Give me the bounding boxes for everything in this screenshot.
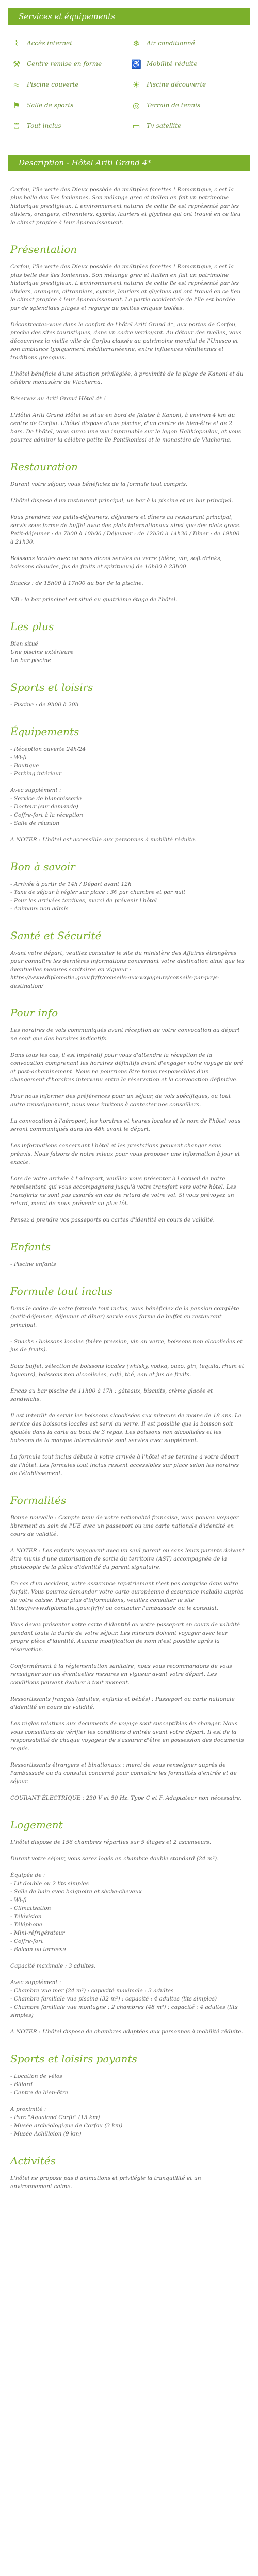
service-item — [9, 33, 129, 54]
list-item: - Balcon ou terrasse — [10, 1946, 66, 1953]
service-item — [129, 95, 249, 115]
list-item: - Chambre vue mer (24 m²) : capacité maximale : 3 adultes — [10, 1988, 174, 1994]
list-item: - Billard — [10, 2081, 33, 2088]
paragraph: Corfou, l'île verte des Dieux possède de multiples facettes ! Romantique, c'est la plus belle des îles Ioniennes. Son mélange grec et italien en fait un patrimoine historique prestigieux. L'environnement naturel de cette île est représenté par les oliviers, orangers, citronniers, cyprès, lauriers et glycines qui ont trouvé en ce lieu le climat propice à leur épanouissement. La partie occidentale de l'île est bordée par de splendides plages et regorge de petites criques isolées. — [10, 264, 241, 311]
paragraph: Ressortissants français (adultes, enfants et bébés) : Passeport ou carte nationale d'identité en cours de validité. — [10, 1696, 235, 1710]
list-item: - Wi-fi — [10, 754, 27, 760]
list-item: - Lit double ou 2 lits simples — [10, 1880, 89, 1887]
list-item: Bien situé — [10, 641, 38, 647]
text-list — [10, 786, 245, 827]
text-list — [10, 2105, 245, 2138]
section-heading: Formule tout inclus — [10, 1285, 113, 1297]
section-heading: Activités — [10, 2155, 56, 2167]
service-item — [129, 115, 249, 136]
paragraph: Sous buffet, sélection de boissons locales (whisky, vodka, ouzo, gin, tequila, rhum et liqueurs), boissons non alcoolisées, café, thé, eau et jus de fruits. — [10, 1363, 244, 1378]
text-list — [10, 745, 245, 778]
service-label: Piscine découverte — [147, 81, 206, 88]
list-item: Une piscine extérieure — [10, 649, 74, 655]
list-item: - Arrivée à partir de 14h / Départ avant 12h — [10, 881, 132, 887]
paragraph: Avant votre départ, veuillez consulter le site du ministère des Affaires étrangères pour connaître les dernières informations concernant votre destination ainsi que les éventuelles mesures sanitaires en vigueur : https://www.diplomatie.gouv.fr/fr/conseils-aux-voyageurs/conseils-par-pays-destination/ — [10, 950, 245, 989]
paragraph: A NOTER : Les enfants voyageant avec un seul parent ou sans leurs parents doivent être munis d'une autorisation de sortie du territoire (AST) accompagnée de la photocopie de la pièce d'identité du parent signataire. — [10, 1548, 245, 1570]
service-label: Centre remise en forme — [27, 60, 102, 67]
paragraph: Réservez au Ariti Grand Hôtel 4* ! — [10, 396, 106, 402]
list-item: - Climatisation — [10, 1905, 51, 1911]
list-item: - Chambre familiale vue piscine (32 m²) : capacité : 4 adultes (lits simples) — [10, 1996, 217, 2002]
paragraph: La convocation à l'aéroport, les horaires et heures locales et le nom de l'hôtel vous seront communiqués dans les 48h avant le départ. — [10, 1118, 241, 1132]
pool-icon: ≈ — [13, 79, 20, 90]
paragraph: COURANT ÉLECTRIQUE : 230 V et 50 Hz. Type C et F. Adaptateur non nécessaire. — [10, 1795, 242, 1801]
paragraph: La formule tout inclus débute à votre arrivée à l'hôtel et se termine à votre départ de l'hôtel. Les formules tout inclus restent accessibles sur place selon les horaires de l'établissement. — [10, 1454, 239, 1477]
service-label: Accès internet — [27, 40, 73, 47]
service-label: Air conditionné — [147, 40, 195, 47]
list-item: - Chambre familiale vue montagne : 2 chambres (48 m²) : capacité : 4 adultes (lits simples) — [10, 2004, 238, 2019]
list-item: - Animaux non admis — [10, 906, 69, 912]
service-item — [9, 54, 129, 74]
list-item: - Service de blanchisserie — [10, 795, 82, 802]
paragraph: Vous devez présenter votre carte d'identité ou votre passeport en cours de validité pendant toute la durée de votre séjour. Les mineurs doivent voyager avec leur propre pièce d'identité. Aucune modification de nom n'est possible après la réservation. — [10, 1622, 240, 1653]
paragraph: Capacité maximale : 3 adultes. — [10, 1963, 96, 1969]
service-label: Tv satellite — [147, 122, 182, 129]
section-heading: Les plus — [10, 620, 54, 633]
tv-icon: ▭ — [132, 121, 140, 131]
running-icon: ⚑ — [12, 100, 21, 110]
list-item: Un bar piscine — [10, 657, 51, 664]
dumbbell-icon: ⚒ — [12, 59, 21, 69]
list-item: - Parking intérieur — [10, 771, 62, 777]
paragraph: Décontractez-vous dans le confort de l'hôtel Ariti Grand 4*, aux portes de Corfou, proche des sites touristiques, dans un cadre verdoyant. Au détour des ruelles, vous découvrirez la vieille ville de Corfou classée au patrimoine mondial de l'Unesco et son ambiance typiquement méditerranéenne, entre influences vénitiennes et traditions grecques. — [10, 321, 242, 361]
service-label: Terrain de tennis — [147, 101, 201, 109]
list-item: - Musée Achilleion (9 km) — [10, 2131, 82, 2137]
service-item — [9, 115, 129, 136]
text-list — [10, 1260, 245, 1268]
text-list — [10, 2072, 245, 2097]
list-item: Avec supplément : — [10, 1979, 61, 1986]
paragraph: L'hôtel bénéficie d'une situation privilégiée, à proximité de la plage de Kanoni et du célèbre monastère de Vlacherna. — [10, 371, 244, 385]
list-item: - Coffre-fort — [10, 1938, 43, 1944]
text-list — [10, 1978, 245, 2020]
list-item: - Piscine enfants — [10, 1261, 56, 1267]
service-label: Mobilité réduite — [147, 60, 198, 67]
section-heading: Sports et loisirs payants — [10, 2053, 137, 2065]
text-list — [10, 1871, 245, 1954]
list-item: A proximité : — [10, 2106, 46, 2112]
section-heading: Bon à savoir — [10, 860, 75, 873]
snowflake-icon: ❄ — [133, 38, 140, 48]
section-heading: Logement — [10, 1819, 63, 1831]
list-item: - Boutique — [10, 762, 39, 769]
paragraph: Corfou, l'île verte des Dieux possède de multiples facettes ! Romantique, c'est la plus belle des îles Ioniennes. Son mélange grec et italien en fait un patrimoine historique prestigieux. L'environnement naturel de cette île est représenté par les oliviers, orangers, citronniers, cyprès, lauriers et glycines qui ont trouvé en ce lieu le climat propice à leur épanouissement. — [10, 187, 241, 226]
wifi-icon: ⌇ — [14, 38, 19, 48]
paragraph: NB : le bar principal est situé au quatrième étage de l'hôtel. — [10, 597, 178, 603]
paragraph: A NOTER : L'hôtel dispose de chambres adaptées aux personnes à mobilité réduite. — [10, 2029, 243, 2035]
list-item: - Pour les arrivées tardives, merci de prévenir l'hôtel — [10, 897, 157, 904]
description-banner: Description - Hôtel Ariti Grand 4* — [8, 155, 250, 171]
paragraph: Lors de votre arrivée à l'aéroport, veuillez vous présenter à l'accueil de notre représentant qui vous accompagnera jusqu'à votre transfert vers votre hôtel. Les transferts ne sont pas assurés en cas de retard de votre vol. Si vous prévoyez un retard, merci de nous prévenir au plus tôt. — [10, 1176, 236, 1207]
paragraph: L'hôtel dispose de 156 chambres réparties sur 5 étages et 2 ascenseurs. — [10, 1839, 212, 1845]
paragraph: Boissons locales avec ou sans alcool servies au verre (bière, vin, soft drinks, boissons chaudes, jus de fruits et spiritueux) de 10h00 à 23h00. — [10, 555, 222, 570]
paragraph: Conformément à la réglementation sanitaire, nous vous recommandons de vous renseigner sur les éventuelles mesures en vigueur avant votre départ. Les conditions peuvent évoluer à tout moment. — [10, 1663, 232, 1686]
service-label: Piscine couverte — [27, 81, 79, 88]
service-label: Salle de sports — [27, 101, 74, 109]
list-item: - Salle de réunion — [10, 820, 59, 826]
list-item: - Téléphone — [10, 1922, 43, 1928]
services-grid — [9, 33, 249, 136]
service-item — [9, 74, 129, 95]
section-heading: Sports et loisirs — [10, 681, 93, 693]
services-banner: Services et équipements — [8, 8, 250, 25]
list-item: - Musée archéologique de Corfou (3 km) — [10, 2123, 123, 2129]
paragraph: - Snacks : boissons locales (bière pression, vin au verre, boissons non alcoolisées et jus de fruits). — [10, 1338, 243, 1353]
paragraph: Vous prendrez vos petits-déjeuners, déjeuners et dîners au restaurant principal, servis sous forme de buffet avec des plats internationaux ainsi que des plats grecs. Petit-déjeuner : de 7h00 à 10h00 / Déjeuner : de 12h30 à 14h30 / Dîner : de 19h00 à 21h30. — [10, 514, 241, 545]
section-heading: Formalités — [10, 1494, 67, 1506]
services-row — [9, 74, 249, 95]
service-item — [129, 33, 249, 54]
service-item — [9, 95, 129, 115]
paragraph: Dans tous les cas, il est impératif pour vous d'attendre la réception de la convocation comprenant les horaires définitifs avant d'engager votre voyage de pré et post-acheminement. Nous ne pourrions être tenus responsables d'un changement d'horaires intervenu entre la réservation et la convocation définitive. — [10, 1052, 243, 1083]
list-item: - Mini-réfrigérateur — [10, 1930, 65, 1936]
list-item: - Coffre-fort à la réception — [10, 812, 83, 818]
services-row — [9, 115, 249, 136]
paragraph: Bonne nouvelle : Compte tenu de votre nationalité française, vous pouvez voyager librement au sein de l'UE avec un passeport ou une carte nationale d'identité en cours de validité. — [10, 1515, 239, 1537]
text-list — [10, 880, 245, 913]
services-row — [9, 33, 249, 54]
list-item: Avec supplément : — [10, 787, 61, 793]
paragraph: Les informations concernant l'hôtel et les prestations peuvent changer sans préavis. Nous faisons de notre mieux pour vous proposer une information à jour et exacte. — [10, 1143, 240, 1165]
paragraph: Encas au bar piscine de 11h00 à 17h : gâteaux, biscuits, crème glacée et sandwichs. — [10, 1388, 213, 1402]
paragraph: Pensez à prendre vos passeports ou cartes d'identité en cours de validité. — [10, 1217, 215, 1223]
paragraph: L'Hôtel Ariti Grand Hôtel se situe en bord de falaise à Kanoni, à environ 4 km du centre de Corfou. L'hôtel dispose d'une piscine, d'un centre de bien-être et de 2 bars. De l'hôtel, vous aurez une vue imprenable sur le lagon Halikiopoulou, et vous pourrez admirer la célèbre petite île Pontikonissi et le monastère de Vlacherna. — [10, 412, 241, 443]
section-heading: Santé et Sécurité — [10, 929, 102, 942]
section-heading: Présentation — [10, 243, 77, 256]
list-item: - Centre de bien-être — [10, 2090, 69, 2096]
services-row — [9, 54, 249, 74]
tennis-icon: ◎ — [133, 100, 140, 110]
list-item: - Location de vélos — [10, 2073, 62, 2079]
paragraph: En cas d'un accident, votre assurance rapatriement n'est pas comprise dans votre forfait. Vous pourrez demander votre carte européenne d'assurance maladie auprès de votre caisse. Pour plus d'informations, veuillez consulter le site https://www.diplomatie.gouv.fr/fr/ ou contacter l'ambassade ou le consulat. — [10, 1581, 244, 1612]
paragraph: Pour nous informer des préférences pour un séjour, de vols spécifiques, ou tout autre renseignement, nous vous invitons à contacter nos conseillers. — [10, 1093, 231, 1108]
paragraph: Les règles relatives aux documents de voyage sont susceptibles de changer. Nous vous conseillons de vérifier les conditions d'entrée avant votre départ. Il est de la responsabilité de chaque voyageur de s'assurer d'être en possession des documents requis. — [10, 1721, 244, 1752]
paragraph: Snacks : de 15h00 à 17h00 au bar de la piscine. — [10, 580, 143, 586]
wheelchair-icon: ♿ — [131, 59, 141, 69]
list-item: - Piscine : de 9h00 à 20h — [10, 702, 79, 708]
service-item — [129, 54, 249, 74]
sun-icon: ☀ — [132, 79, 140, 90]
list-item: - Réception ouverte 24h/24 — [10, 746, 86, 752]
text-list — [10, 701, 245, 709]
paragraph: L'hôtel dispose d'un restaurant principal, un bar à la piscine et un bar principal. — [10, 498, 233, 504]
list-item: - Taxe de séjour à régler sur place : 3€ par chambre et par nuit — [10, 889, 186, 895]
list-item: Équipée de : — [10, 1872, 45, 1878]
list-item: - Salle de bain avec baignoire et sèche-cheveux — [10, 1889, 142, 1895]
paragraph: Les horaires de vols communiqués avant réception de votre convocation au départ ne sont que des horaires indicatifs. — [10, 1027, 240, 1042]
section-heading: Restauration — [10, 461, 78, 473]
paragraph: Ressortissants étrangers et binationaux : merci de vous renseigner auprès de l'ambassade ou du consulat concerné pour connaître les formalités d'entrée et de séjour. — [10, 1762, 237, 1785]
section-heading: Pour info — [10, 1007, 58, 1019]
list-item: - Parc "Aqualand Corfu" (13 km) — [10, 2114, 100, 2121]
description-content — [10, 185, 245, 2191]
service-label: Tout inclus — [27, 122, 61, 129]
text-list — [10, 640, 245, 665]
list-item: - Télévision — [10, 1913, 42, 1920]
list-item: - Docteur (sur demande) — [10, 804, 78, 810]
paragraph: A NOTER : L'hôtel est accessible aux personnes à mobilité réduite. — [10, 837, 197, 843]
paragraph: L'hôtel ne propose pas d'animations et privilégie la tranquillité et un environnement calme. — [10, 2175, 201, 2190]
list-item: - Wi-fi — [10, 1897, 27, 1903]
services-row — [9, 95, 249, 115]
service-item — [129, 74, 249, 95]
paragraph: Dans le cadre de votre formule tout inclus, vous bénéficiez de la pension complète (petit-déjeuner, déjeuner et dîner) servie sous forme de buffet au restaurant principal. — [10, 1306, 239, 1328]
paragraph: Il est interdit de servir les boissons alcoolisées aux mineurs de moins de 18 ans. Le service des boissons locales est servi au verre. Il est possible que la boisson soit ajoutée dans la carte au bout de 3 repas. Les boissons non alcoolisées et les boissons de la marque internationale sont servies avec supplément. — [10, 1413, 242, 1444]
section-heading: Équipements — [10, 725, 79, 738]
cocktail-icon: ♖ — [12, 121, 21, 131]
section-heading: Enfants — [10, 1241, 51, 1253]
paragraph: Durant votre séjour, vous bénéficiez de la formule tout compris. — [10, 481, 188, 487]
paragraph: Durant votre séjour, vous serez logés en chambre double standard (24 m²). — [10, 1856, 219, 1862]
